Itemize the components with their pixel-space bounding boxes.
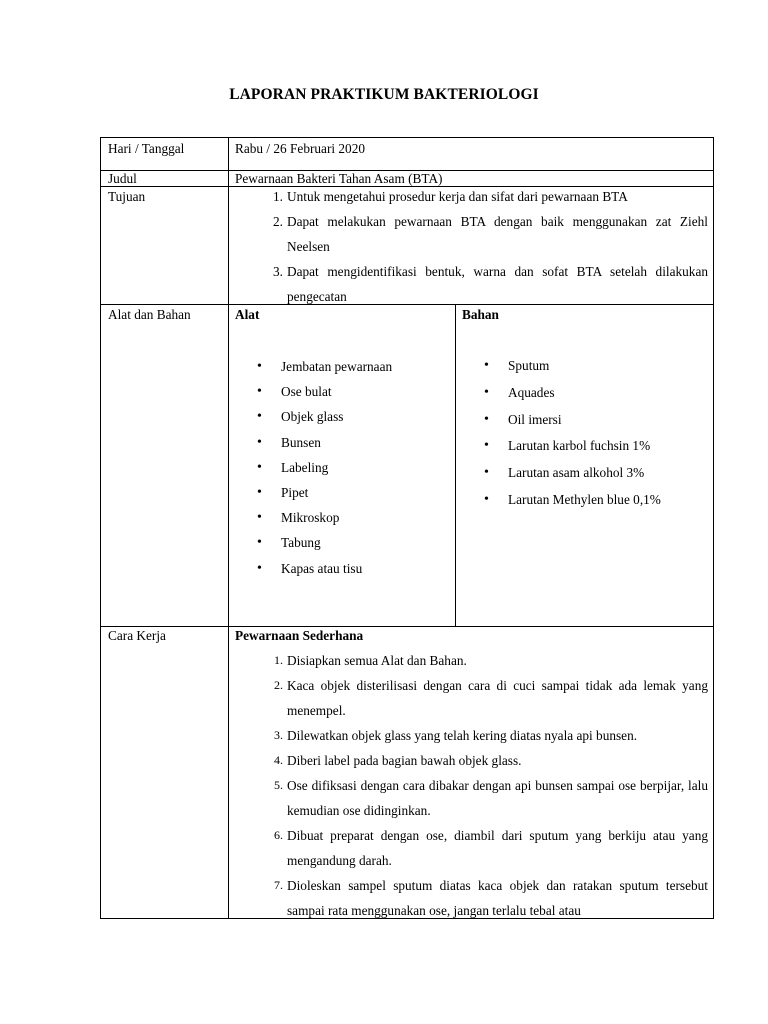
report-table [100,137,714,919]
list-item: • Jembatan pewarnaan [235,354,449,379]
row-label-cara-kerja: Cara Kerja [108,628,166,643]
list-item: 1. Disiapkan semua Alat dan Bahan. [274,653,467,668]
list-item: 5. Ose difiksasi dengan cara dibakar dengan api bunsen sampai ose berpijar, lalu kemudian ose didinginkan. [274,778,708,818]
list-item: • Sputum [462,353,708,380]
list-item: • Labeling [235,455,449,480]
list-item: 4. Diberi label pada bagian bawah objek glass. [274,753,522,768]
list-item: 3. Dilewatkan objek glass yang telah kering diatas nyala api bunsen. [274,728,638,743]
list-item: • Pipet [235,480,449,505]
page-title: LAPORAN PRAKTIKUM BAKTERIOLOGI [229,86,539,103]
row-label-alat-bahan: Alat dan Bahan [108,307,191,322]
list-item: • Larutan Methylen blue 0,1% [462,487,708,514]
list-item: • Oil imersi [462,407,708,434]
row-divider [101,626,713,627]
list-item: 6. Dibuat preparat dengan ose, diambil dari sputum yang berkiju atau yang mengandung darah. [274,828,708,868]
list-item: • Bunsen [235,430,449,455]
list-item: • Aquades [462,380,708,407]
list-item: • Tabung [235,530,449,555]
bahan-heading: Bahan [462,307,499,322]
list-item: 3. Dapat mengidentifikasi bentuk, warna dan sofat BTA setelah dilakukan pengecatan [273,264,708,304]
cara-kerja-heading: Pewarnaan Sederhana [235,628,364,643]
list-item: • Larutan asam alkohol 3% [462,460,708,487]
alat-heading: Alat [235,307,260,322]
row-label-tujuan: Tujuan [108,189,146,204]
list-item: • Kapas atau tisu [235,556,449,581]
column-divider [455,304,456,626]
hari-tanggal-value: Rabu / 26 Februari 2020 [235,141,365,156]
list-item: • Larutan karbol fuchsin 1% [462,433,708,460]
list-item: • Mikroskop [235,505,449,530]
alat-list [235,354,449,581]
column-divider [228,138,229,919]
row-label-judul: Judul [108,171,137,186]
list-item: 2. Dapat melakukan pewarnaan BTA dengan baik menggunakan zat Ziehl Neelsen [273,214,708,254]
row-label-hari-tanggal: Hari / Tanggal [108,141,185,156]
tujuan-list [234,184,708,309]
bahan-list [462,353,708,514]
list-item: • Objek glass [235,404,449,429]
judul-value: Pewarnaan Bakteri Tahan Asam (BTA) [235,171,443,186]
list-item: 7. Dioleskan sampel sputum diatas kaca objek dan ratakan sputum tersebut sampai rata menggunakan ose, jangan terlalu tebal atau [274,878,708,918]
list-item: 1. Untuk mengetahui prosedur kerja dan sifat dari pewarnaan BTA [273,189,628,204]
list-item: 2. Kaca objek disterilisasi dengan cara di cuci sampai tidak ada lemak yang menempel. [274,678,708,718]
list-item: • Ose bulat [235,379,449,404]
cara-kerja-steps [234,648,708,919]
